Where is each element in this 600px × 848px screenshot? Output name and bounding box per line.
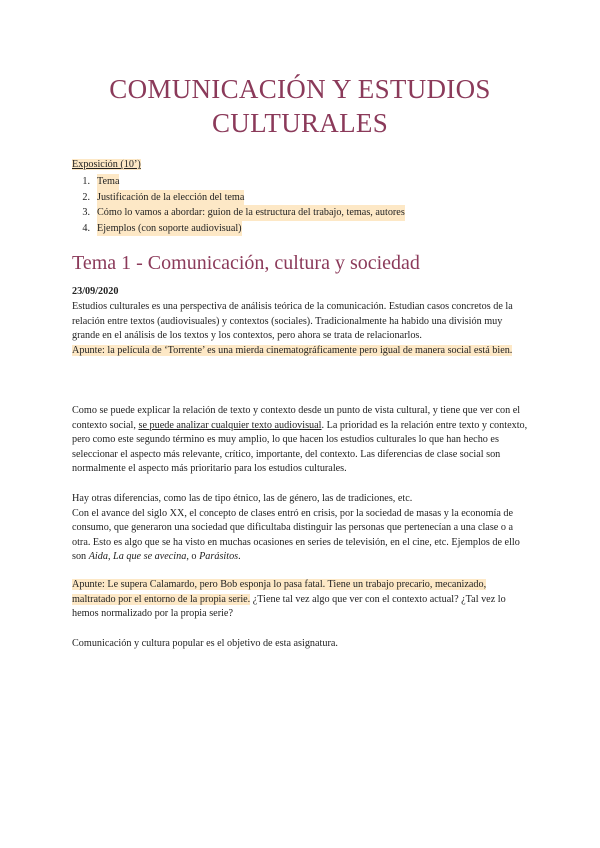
- text-run: ,: [107, 551, 114, 562]
- paragraph-texto-contexto: [72, 404, 532, 477]
- paragraph-text: [72, 404, 532, 477]
- lecture-date: 23/09/2020: [72, 286, 119, 297]
- title-line-1: COMUNICACIÓN Y ESTUDIOS: [109, 74, 491, 104]
- text-run: Con el avance del siglo XX, el concepto de clases entró en crisis, por la sociedad de masas y la economía de consumo, que generaron una sociedad que dificultaba distinguir las personas que pertenecían a una clase o a otra. Esto es algo que se ha visto en muchas ocasiones en series de televisión, en el cine, etc. Ejemplos de ello son: [72, 507, 520, 562]
- list-number: 2.: [82, 191, 90, 203]
- list-number: 1.: [82, 176, 90, 187]
- paragraph-text: [72, 507, 532, 565]
- exposicion-label: Exposición (10’): [72, 159, 141, 170]
- list-number: 4.: [82, 222, 90, 234]
- list-item: [72, 205, 405, 221]
- italic-title: Aida: [88, 551, 108, 562]
- text-run: . La prioridad es la relación entre texto y contexto, pero como este segundo término es muy amplio, lo que hacen los estudios culturales lo que han hecho es seleccionar el aspecto más relevante, crítico, importante, del contexto. Las diferencias de clase social son normalmente el aspecto más prioritario para los estudios culturales.: [72, 419, 528, 474]
- list-text: Justificación de la elección del tema: [97, 190, 244, 206]
- paragraph-intro: [72, 300, 532, 358]
- text-run: Como se puede explicar la relación de texto y contexto desde un punto de vista cultural, y tiene que ver con el contexto social,: [72, 405, 521, 431]
- italic-title: Parásitos: [199, 551, 239, 562]
- paragraph-objetivo: [72, 637, 532, 652]
- list-text: Ejemplos (con soporte audiovisual): [97, 221, 242, 237]
- underlined-text: se puede analizar cualquier texto audiovisual: [138, 419, 322, 431]
- paragraph-diferencias: [72, 492, 532, 565]
- list-text: Cómo lo vamos a abordar: guion de la estructura del trabajo, temas, autores: [97, 205, 405, 221]
- paragraph-apunte-bob: [72, 578, 532, 622]
- exposicion-list: [72, 174, 405, 236]
- list-text: Tema: [97, 174, 119, 190]
- text-run: ¿Tiene tal vez algo que ver con el contexto actual? ¿Tal vez lo hemos normalizado por la propia serie?: [72, 593, 506, 619]
- italic-title: La que se avecina: [113, 551, 187, 562]
- title-line-2: CULTURALES: [211, 108, 389, 138]
- text-run: .: [238, 551, 241, 562]
- list-item: [72, 174, 405, 190]
- apunte-note: [72, 344, 532, 359]
- paragraph-text: Comunicación y cultura popular es el objetivo de esta asignatura.: [72, 638, 338, 649]
- document-title: [0, 72, 600, 140]
- paragraph-text: Estudios culturales es una perspectiva de análisis teórica de la comunicación. Estudian casos concretos de la relación entre textos (audiovisuales) y contextos (sociales). Tradicionalmente ha habido una división muy grande en el análisis de los textos y los contextos, pero ahora se trata de relacionarlos.: [72, 301, 513, 341]
- paragraph-text: Hay otras diferencias, como las de tipo étnico, las de género, las de tradiciones, etc.: [72, 493, 413, 504]
- apunte-note: [72, 578, 532, 622]
- apunte-text: Apunte: Le supera Calamardo, pero Bob esponja lo pasa fatal. Tiene un trabajo precario, mecanizado, maltratado por el entorno de la propia serie.: [72, 579, 487, 605]
- list-number: 3.: [82, 207, 90, 218]
- list-item: [72, 190, 405, 206]
- text-run: , o: [186, 551, 200, 562]
- apunte-text: Apunte: la película de ‘Torrente’ es una mierda cinematográficamente pero igual de manera social está bien.: [72, 344, 513, 356]
- section-heading: Tema 1 - Comunicación, cultura y sociedad: [72, 252, 420, 274]
- list-item: [72, 221, 405, 237]
